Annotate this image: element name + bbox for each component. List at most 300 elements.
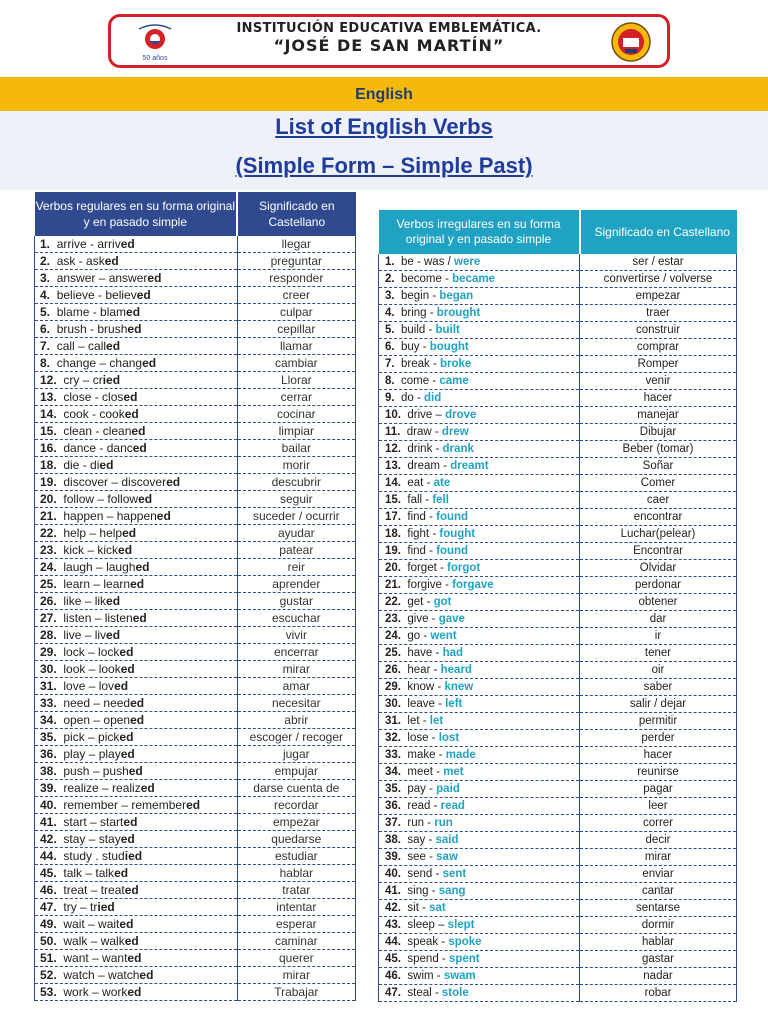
meaning-cell: tratar — [237, 882, 355, 899]
row-number: 33. — [385, 749, 401, 761]
verb-base: answer – answer — [56, 271, 148, 285]
meaning-cell: quedarse — [237, 831, 355, 848]
verb-base: discover – discover — [63, 475, 167, 489]
table-row — [35, 950, 356, 967]
meaning-cell: leer — [580, 798, 737, 815]
row-number: 52. — [40, 968, 57, 982]
meaning-cell: perder — [580, 730, 737, 747]
verb-base: need – need — [63, 696, 131, 710]
verb-ending: ed — [127, 951, 142, 965]
table-row — [35, 763, 356, 780]
verb-base: sing - — [407, 885, 439, 897]
school-name-line1: INSTITUCIÓN EDUCATIVA EMBLEMÁTICA. — [236, 21, 542, 36]
verb-base: lock – lock — [63, 645, 120, 659]
verb-ending: ed — [142, 356, 157, 370]
row-number: 41. — [385, 885, 401, 897]
verb-cell — [35, 882, 238, 899]
table-row — [379, 594, 737, 611]
meaning-cell: saber — [580, 679, 737, 696]
verb-cell — [379, 424, 580, 441]
row-number: 23. — [385, 613, 401, 625]
table-row — [379, 390, 737, 407]
verb-base: see - — [407, 851, 437, 863]
table-row — [35, 287, 356, 304]
page-header — [0, 0, 768, 76]
table-row — [379, 373, 737, 390]
table-row — [35, 474, 356, 491]
verb-cell — [379, 934, 580, 951]
meaning-cell: amar — [237, 678, 355, 695]
verb-base: run - — [407, 817, 435, 829]
meaning-cell: hacer — [580, 390, 737, 407]
verb-base: forgive - — [407, 579, 453, 591]
table-row — [35, 253, 356, 270]
verb-past: met — [443, 766, 464, 778]
verb-past: ate — [433, 477, 451, 489]
verb-base: play – play — [63, 747, 121, 761]
row-number: 19. — [40, 475, 57, 489]
row-number: 17. — [385, 511, 401, 523]
verb-base: say - — [407, 834, 436, 846]
verb-base: drive – — [407, 409, 446, 421]
verb-cell — [35, 389, 238, 406]
row-number: 24. — [40, 560, 57, 574]
row-number: 12. — [40, 373, 57, 387]
verb-base: study . stud — [63, 849, 125, 863]
row-number: 16. — [40, 441, 57, 455]
verb-ending: ed — [99, 458, 114, 472]
row-number: 11. — [385, 426, 401, 438]
row-number: 29. — [40, 645, 57, 659]
table-header-row — [379, 210, 737, 254]
verb-ending: ed — [118, 543, 133, 557]
verb-base: meet - — [407, 766, 444, 778]
meaning-cell: enviar — [580, 866, 737, 883]
verb-ending: ed — [127, 985, 142, 999]
meaning-cell: correr — [580, 815, 737, 832]
row-number: 15. — [385, 494, 401, 506]
meaning-cell: ir — [580, 628, 737, 645]
table-row — [379, 543, 737, 560]
verb-ending: ed — [106, 339, 121, 353]
regular-verbs-table — [34, 192, 356, 1001]
verb-cell — [35, 695, 238, 712]
table-row — [35, 967, 356, 984]
meaning-cell: jugar — [237, 746, 355, 763]
row-number: 21. — [40, 509, 57, 523]
verb-base: send - — [407, 868, 443, 880]
table-row — [35, 644, 356, 661]
verb-cell — [35, 440, 238, 457]
verb-base: wait – wait — [63, 917, 120, 931]
meaning-cell: hacer — [580, 747, 737, 764]
table-row — [35, 576, 356, 593]
verb-cell — [35, 950, 238, 967]
row-number: 46. — [385, 970, 401, 982]
meaning-cell: cerrar — [237, 389, 355, 406]
verb-past: bought — [429, 341, 469, 353]
verb-past: paid — [436, 783, 460, 795]
meaning-cell: reir — [237, 559, 355, 576]
meaning-cell: patear — [237, 542, 355, 559]
row-number: 26. — [385, 664, 401, 676]
table-row — [379, 849, 737, 866]
verb-cell — [35, 593, 238, 610]
verb-base: clean - clean — [63, 424, 132, 438]
table-row — [379, 322, 737, 339]
page-subtitle: (Simple Form – Simple Past) — [235, 153, 533, 178]
verb-base: dance - danc — [63, 441, 133, 455]
verb-cell — [35, 474, 238, 491]
meaning-cell: Soñar — [580, 458, 737, 475]
meaning-cell: perdonar — [580, 577, 737, 594]
verb-base: blame - blam — [56, 305, 127, 319]
meaning-cell: hablar — [237, 865, 355, 882]
meaning-cell: reunirse — [580, 764, 737, 781]
row-number: 36. — [385, 800, 401, 812]
verb-cell — [379, 305, 580, 322]
verb-ending: ed — [124, 934, 139, 948]
verb-ending: ed — [147, 271, 162, 285]
meaning-cell: intentar — [237, 899, 355, 916]
meaning-cell: encerrar — [237, 644, 355, 661]
verb-past: drew — [441, 426, 469, 438]
verb-ending: ed — [124, 407, 139, 421]
table-row — [379, 730, 737, 747]
irregular-header-meaning: Significado en Castellano — [580, 210, 737, 254]
verb-cell — [379, 288, 580, 305]
verb-past: had — [442, 647, 464, 659]
verb-past: lost — [438, 732, 460, 744]
meaning-cell: permitir — [580, 713, 737, 730]
table-row — [35, 729, 356, 746]
verb-ending: ed — [104, 254, 119, 268]
verb-base: bring - — [400, 307, 437, 319]
verb-past: stole — [441, 987, 469, 999]
verb-ending: ed — [128, 764, 143, 778]
verb-cell — [35, 916, 238, 933]
table-row — [35, 661, 356, 678]
verb-cell — [35, 423, 238, 440]
verb-base: kick – kick — [63, 543, 119, 557]
table-row — [35, 542, 356, 559]
verb-past: were — [454, 256, 481, 268]
meaning-cell: llamar — [237, 338, 355, 355]
table-row — [379, 288, 737, 305]
table-row — [379, 407, 737, 424]
verb-past: built — [435, 324, 460, 336]
verb-past: swam — [443, 970, 476, 982]
table-row — [35, 797, 356, 814]
verb-cell — [35, 508, 238, 525]
meaning-cell: dormir — [580, 917, 737, 934]
verb-ending: ed — [123, 390, 138, 404]
verb-base: cry – cr — [63, 373, 103, 387]
row-number: 42. — [40, 832, 57, 846]
verb-base: ask - ask — [56, 254, 105, 268]
meaning-cell: convertirse / volverse — [580, 271, 737, 288]
table-row — [35, 916, 356, 933]
verb-ending: ed — [114, 679, 129, 693]
row-number: 30. — [40, 662, 57, 676]
table-row — [379, 866, 737, 883]
verb-ending: ed — [132, 611, 147, 625]
verb-ending: ed — [140, 781, 155, 795]
table-row — [35, 695, 356, 712]
verb-base: treat – treat — [63, 883, 125, 897]
verb-cell — [35, 338, 238, 355]
meaning-cell: pagar — [580, 781, 737, 798]
verb-cell — [35, 984, 238, 1001]
table-row — [35, 389, 356, 406]
verb-cell — [379, 407, 580, 424]
verb-ending: ed — [126, 305, 141, 319]
verb-past: broke — [439, 358, 472, 370]
verb-base: close - clos — [63, 390, 124, 404]
row-number: 12. — [385, 443, 401, 455]
verb-cell — [379, 475, 580, 492]
verb-cell — [379, 543, 580, 560]
verb-cell — [379, 577, 580, 594]
verb-ending: ed — [114, 866, 129, 880]
table-row — [35, 559, 356, 576]
table-row — [379, 679, 737, 696]
meaning-cell: aprender — [237, 576, 355, 593]
verb-past: heard — [440, 664, 472, 676]
verb-cell — [35, 814, 238, 831]
verb-ending: ed — [130, 713, 145, 727]
verb-base: find - — [407, 511, 437, 523]
row-number: 24. — [385, 630, 401, 642]
meaning-cell: hablar — [580, 934, 737, 951]
verb-base: make - — [407, 749, 446, 761]
verb-base: remember – remember — [63, 798, 187, 812]
meaning-cell: manejar — [580, 407, 737, 424]
verb-cell — [35, 406, 238, 423]
meaning-cell: estudiar — [237, 848, 355, 865]
verb-ending: ed — [131, 424, 146, 438]
verb-base: happen – happen — [63, 509, 157, 523]
verb-past: became — [452, 273, 495, 285]
subject-label: English — [355, 86, 413, 103]
verb-cell — [35, 321, 238, 338]
meaning-cell: Luchar(pelear) — [580, 526, 737, 543]
verb-ending: ed — [120, 747, 135, 761]
verb-cell — [379, 747, 580, 764]
meaning-cell: limpiar — [237, 423, 355, 440]
table-row — [35, 848, 356, 865]
verb-cell — [35, 627, 238, 644]
verb-cell — [379, 832, 580, 849]
table-row — [35, 440, 356, 457]
row-number: 38. — [40, 764, 57, 778]
verb-past: drank — [442, 443, 474, 455]
row-number: 34. — [385, 766, 401, 778]
row-number: 18. — [385, 528, 401, 540]
table-row — [379, 424, 737, 441]
table-row — [35, 270, 356, 287]
verb-cell — [35, 236, 238, 253]
verb-cell — [379, 645, 580, 662]
verb-cell — [379, 900, 580, 917]
verb-base: start – start — [63, 815, 124, 829]
verb-ending: ed — [139, 968, 154, 982]
meaning-cell: Olvidar — [580, 560, 737, 577]
verb-ending: ed — [138, 492, 153, 506]
table-row — [379, 305, 737, 322]
verb-base: go - — [407, 630, 431, 642]
verb-past: read — [440, 800, 465, 812]
verb-cell — [35, 542, 238, 559]
table-row — [379, 917, 737, 934]
verb-ending: ed — [123, 815, 138, 829]
table-row — [379, 339, 737, 356]
table-row — [379, 951, 737, 968]
table-row — [379, 883, 737, 900]
table-row — [35, 712, 356, 729]
table-row — [35, 457, 356, 474]
row-number: 14. — [385, 477, 401, 489]
verb-ending: ed — [106, 594, 121, 608]
row-number: 45. — [40, 866, 57, 880]
table-row — [35, 304, 356, 321]
verb-base: fall - — [407, 494, 433, 506]
row-number: 35. — [40, 730, 57, 744]
verb-cell — [379, 254, 580, 271]
row-number: 22. — [40, 526, 57, 540]
verb-cell — [379, 611, 580, 628]
verb-base: work – work — [63, 985, 128, 999]
verb-base: leave - — [407, 698, 446, 710]
verb-base: read - — [407, 800, 441, 812]
verb-base: open – open — [63, 713, 131, 727]
meaning-cell: ayudar — [237, 525, 355, 542]
row-number: 40. — [40, 798, 57, 812]
verb-ending: ed — [124, 883, 139, 897]
verb-cell — [379, 526, 580, 543]
meaning-cell: cantar — [580, 883, 737, 900]
row-number: 21. — [385, 579, 401, 591]
meaning-cell: vivir — [237, 627, 355, 644]
table-row — [379, 968, 737, 985]
verb-ending: ed — [130, 696, 145, 710]
verb-base: watch – watch — [63, 968, 140, 982]
verb-base: stay – stay — [63, 832, 121, 846]
verb-past: fell — [432, 494, 449, 506]
verb-cell — [379, 441, 580, 458]
verb-ending: ied — [102, 373, 121, 387]
meaning-cell: escoger / recoger — [237, 729, 355, 746]
verb-ending: ed — [130, 577, 145, 591]
meaning-cell: empezar — [237, 814, 355, 831]
row-number: 6. — [40, 322, 51, 336]
verb-past: found — [436, 511, 469, 523]
row-number: 44. — [40, 849, 57, 863]
row-number: 28. — [40, 628, 57, 642]
table-row — [35, 627, 356, 644]
meaning-cell: Dibujar — [580, 424, 737, 441]
table-header-row — [35, 192, 356, 236]
table-row — [379, 526, 737, 543]
verb-base: sleep – — [407, 919, 448, 931]
verb-base: pay - — [407, 783, 437, 795]
meaning-cell: abrir — [237, 712, 355, 729]
verb-past: found — [436, 545, 469, 557]
verb-ending: ed — [119, 730, 134, 744]
meaning-cell: caminar — [237, 933, 355, 950]
verb-cell — [379, 730, 580, 747]
verb-cell — [379, 951, 580, 968]
verb-base: arrive - arriv — [56, 237, 121, 251]
row-number: 3. — [385, 290, 395, 302]
verb-base: want – want — [63, 951, 128, 965]
table-row — [379, 271, 737, 288]
meaning-cell: cocinar — [237, 406, 355, 423]
table-row — [35, 355, 356, 372]
table-row — [35, 933, 356, 950]
verb-base: lose - — [407, 732, 439, 744]
meaning-cell: Romper — [580, 356, 737, 373]
meaning-cell: ser / estar — [580, 254, 737, 271]
meaning-cell: caer — [580, 492, 737, 509]
row-number: 4. — [385, 307, 395, 319]
verb-cell — [35, 933, 238, 950]
verb-past: forgave — [452, 579, 494, 591]
row-number: 42. — [385, 902, 401, 914]
verb-past: brought — [436, 307, 481, 319]
table-row — [35, 899, 356, 916]
verb-cell — [379, 968, 580, 985]
verb-cell — [35, 457, 238, 474]
meaning-cell: gastar — [580, 951, 737, 968]
meaning-cell: morir — [237, 457, 355, 474]
verb-base: talk – talk — [63, 866, 115, 880]
row-number: 39. — [40, 781, 57, 795]
verb-past: gave — [438, 613, 465, 625]
verb-base: forget - — [407, 562, 448, 574]
verb-cell — [35, 797, 238, 814]
verb-cell — [379, 390, 580, 407]
verb-cell — [379, 696, 580, 713]
table-row — [379, 577, 737, 594]
meaning-cell: venir — [580, 373, 737, 390]
verb-past: said — [435, 834, 459, 846]
verb-base: pick – pick — [63, 730, 120, 744]
verb-cell — [35, 559, 238, 576]
title-area — [0, 111, 768, 190]
meaning-cell: gustar — [237, 593, 355, 610]
table-row — [379, 254, 737, 271]
verb-past: went — [430, 630, 457, 642]
meaning-cell: dar — [580, 611, 737, 628]
row-number: 46. — [40, 883, 57, 897]
row-number: 2. — [40, 254, 51, 268]
table-row — [379, 628, 737, 645]
verb-past: sat — [429, 902, 446, 914]
verb-past: dreamt — [450, 460, 489, 472]
verb-base: call – call — [56, 339, 107, 353]
verb-base: cook - cook — [63, 407, 125, 421]
row-number: 5. — [40, 305, 51, 319]
verb-cell — [379, 883, 580, 900]
verb-cell — [35, 287, 238, 304]
table-row — [379, 611, 737, 628]
irregular-verbs-table — [378, 210, 737, 1002]
verb-ending: ed — [119, 645, 134, 659]
school-name-line2: “JOSÉ DE SAN MARTÍN” — [273, 36, 505, 55]
meaning-cell: sentarse — [580, 900, 737, 917]
meaning-cell: tener — [580, 645, 737, 662]
